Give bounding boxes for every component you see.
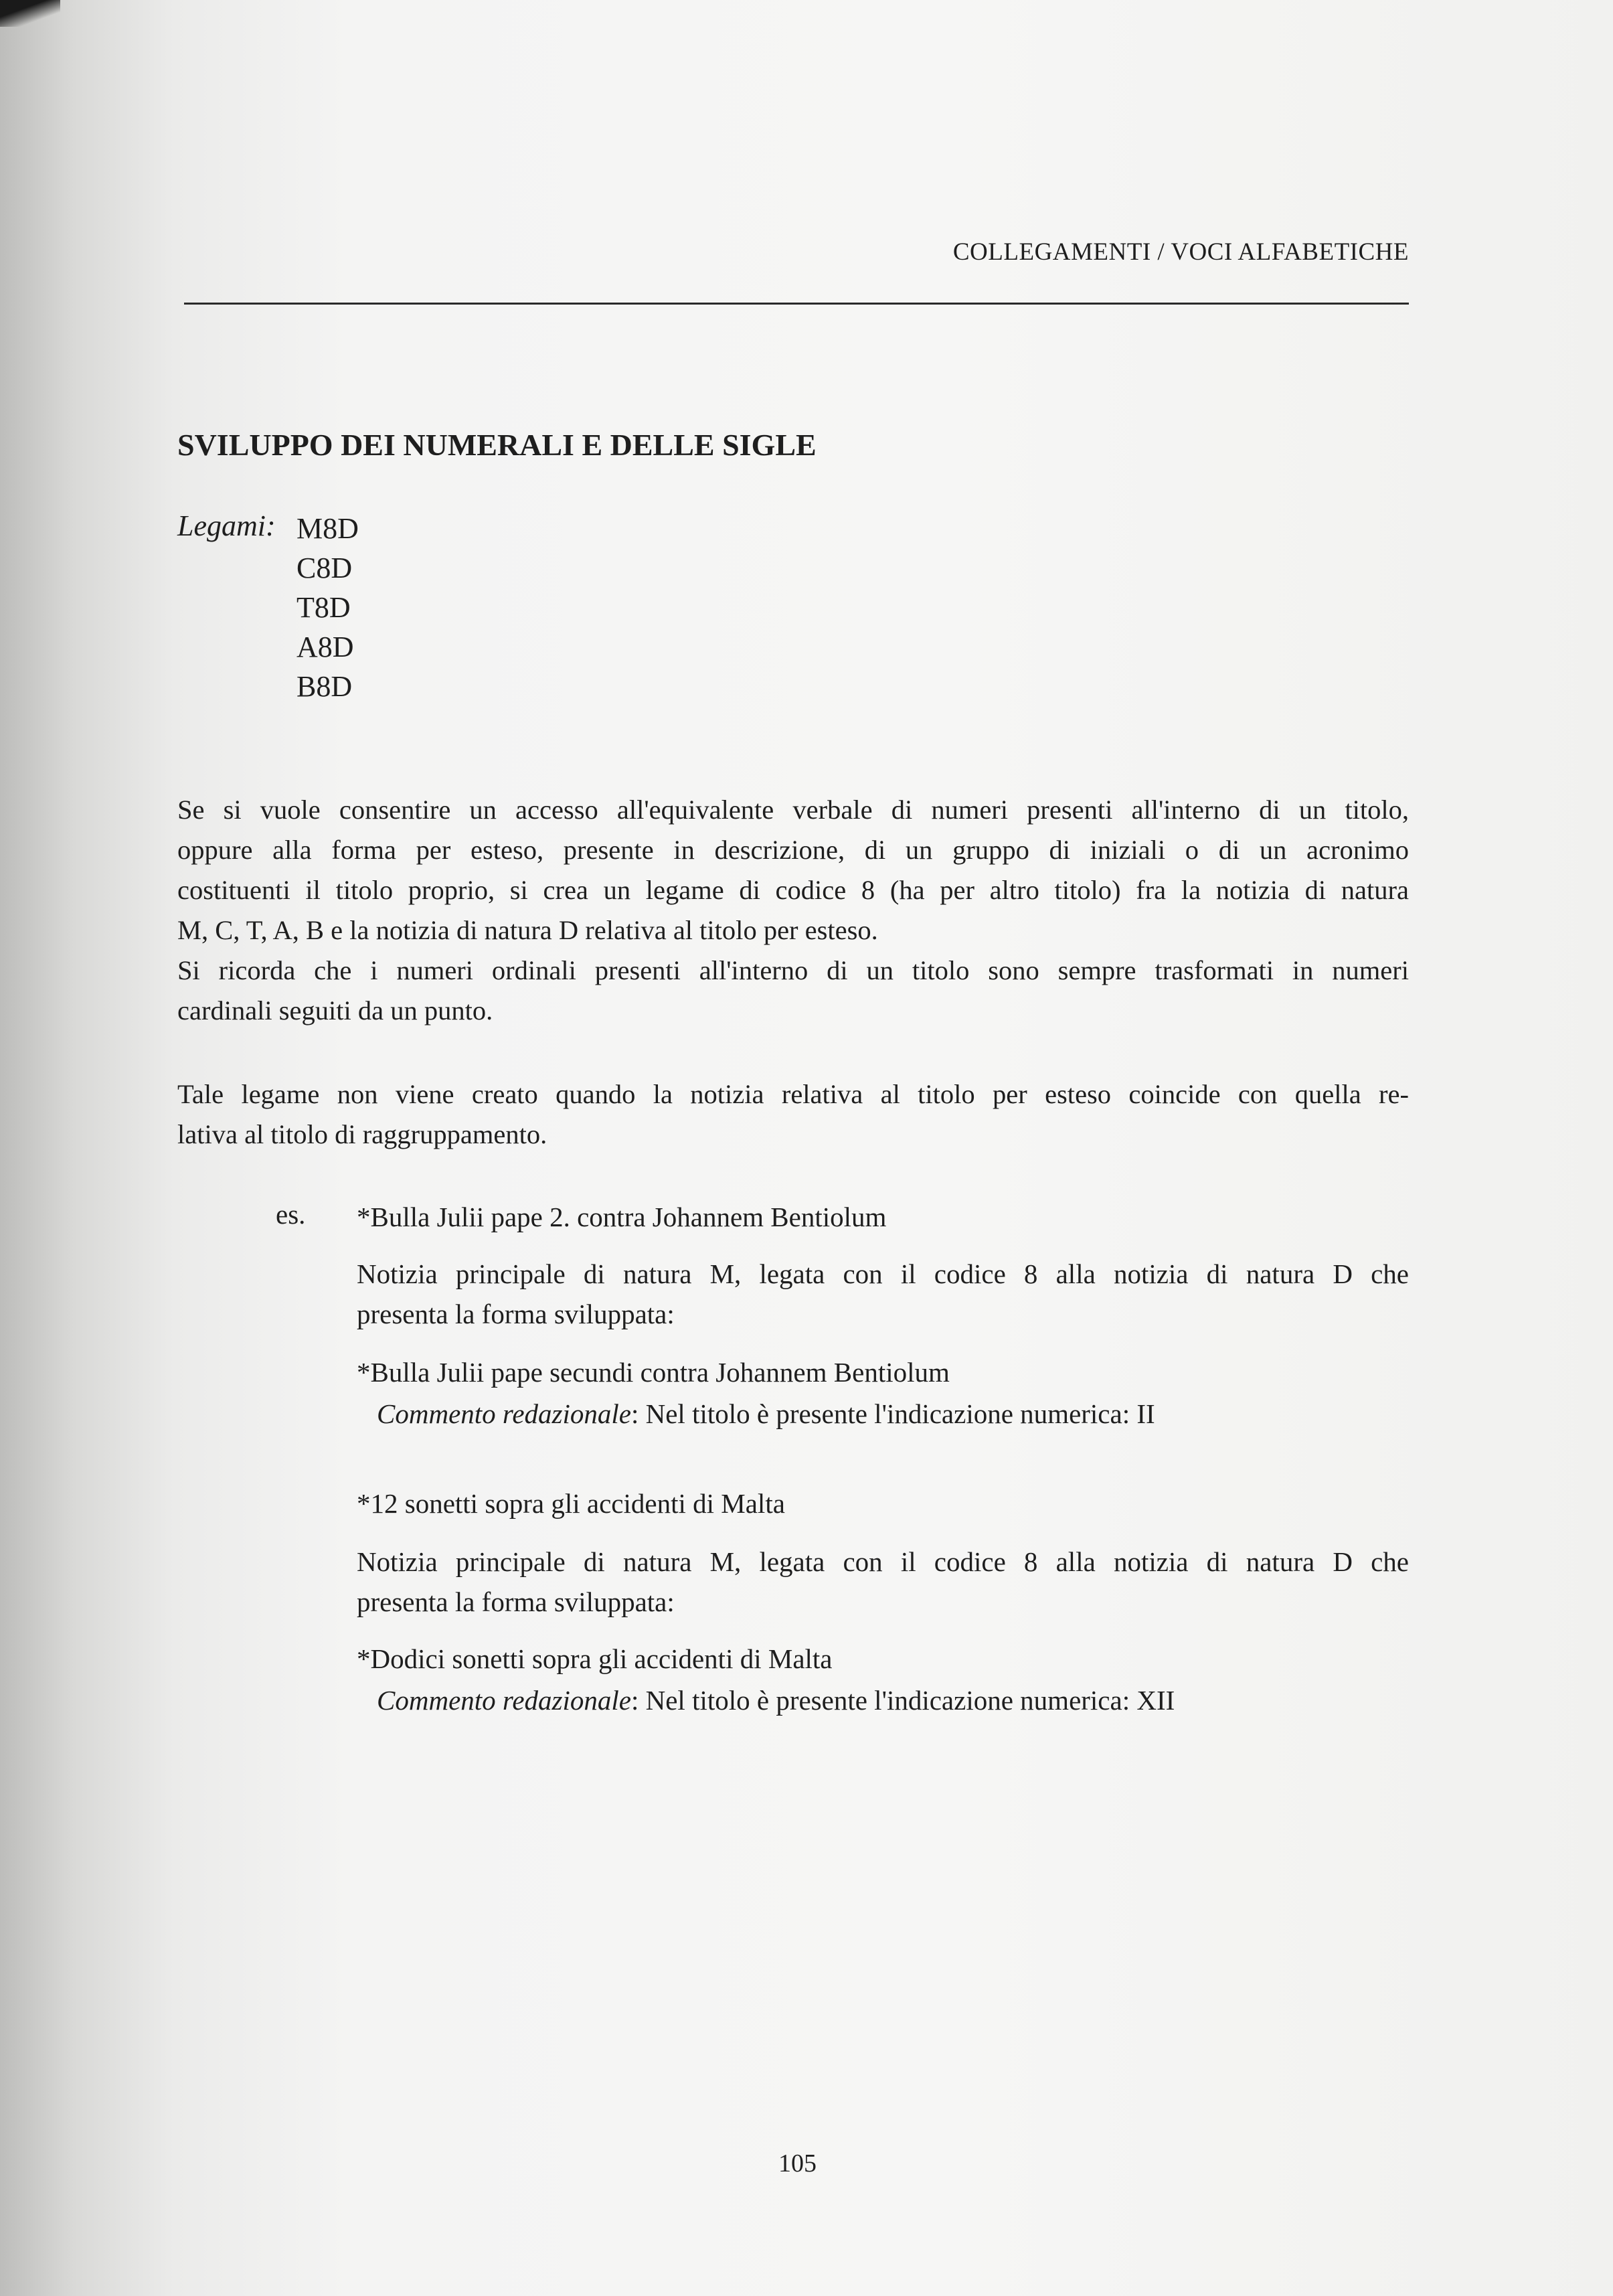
paragraph-line: oppure alla forma per esteso, presente in descrizione, di un gruppo di iniziali o di un acronimo (177, 835, 1409, 865)
header-rule (184, 303, 1409, 305)
legami-code: M8D (296, 512, 359, 545)
section-title: SVILUPPO DEI NUMERALI E DELLE SIGLE (177, 428, 817, 462)
comment-label: Commento redazionale (377, 1685, 631, 1716)
page-number: 105 (778, 2149, 817, 2178)
paragraph-line: lativa al titolo di raggruppamento. (177, 1119, 547, 1149)
example-description (357, 1542, 1409, 1622)
paragraph-access (177, 790, 1409, 951)
example-title: *Bulla Julii pape 2. contra Johannem Bentiolum (357, 1202, 887, 1232)
scan-corner-shadow (0, 0, 60, 27)
example-description-line: Notizia principale di natura M, legata con il codice 8 alla notizia di natura D che (357, 1258, 1409, 1289)
paragraph-line: cardinali seguiti da un punto. (177, 995, 493, 1026)
legami-code: T8D (296, 591, 351, 624)
example-comment (377, 1680, 1175, 1720)
example-description (357, 1254, 1409, 1334)
example-developed-form: *Dodici sonetti sopra gli accidenti di Malta (357, 1643, 833, 1674)
paragraph-line: Si ricorda che i numeri ordinali presenti all'interno di un titolo sono sempre trasformati in numeri (177, 955, 1409, 985)
comment-text: : Nel titolo è presente l'indicazione numerica: II (630, 1398, 1155, 1429)
example-comment (377, 1394, 1155, 1434)
legami-code-list (296, 509, 359, 706)
paragraph-exception (177, 1074, 1409, 1155)
example-developed-form: *Bulla Julii pape secundi contra Johannem Bentiolum (357, 1357, 950, 1388)
legami-label: Legami: (177, 509, 276, 542)
legami-code: C8D (296, 552, 353, 584)
paragraph-line: M, C, T, A, B e la notizia di natura D relativa al titolo per esteso. (177, 915, 878, 945)
paragraph-ordinals (177, 951, 1409, 1031)
comment-text: : Nel titolo è presente l'indicazione numerica: XII (630, 1685, 1175, 1716)
example-label: es. (276, 1199, 306, 1230)
paragraph-line: costituenti il titolo proprio, si crea un legame di codice 8 (ha per altro titolo) fra la notizia di natura (177, 875, 1409, 905)
paragraph-line: Tale legame non viene creato quando la notizia relativa al titolo per esteso coincide con quella re- (177, 1079, 1409, 1109)
example-title: *12 sonetti sopra gli accidenti di Malta (357, 1488, 785, 1519)
running-head: COLLEGAMENTI / VOCI ALFABETICHE (952, 238, 1409, 266)
comment-label: Commento redazionale (377, 1398, 631, 1429)
example-description-line: presenta la forma sviluppata: (357, 1299, 675, 1329)
example-description-line: presenta la forma sviluppata: (357, 1586, 675, 1617)
paragraph-line: Se si vuole consentire un accesso all'equivalente verbale di numeri presenti all'interno di un titolo, (177, 795, 1409, 825)
legami-code: A8D (296, 631, 354, 663)
example-description-line: Notizia principale di natura M, legata con il codice 8 alla notizia di natura D che (357, 1546, 1409, 1577)
legami-code: B8D (296, 670, 353, 703)
